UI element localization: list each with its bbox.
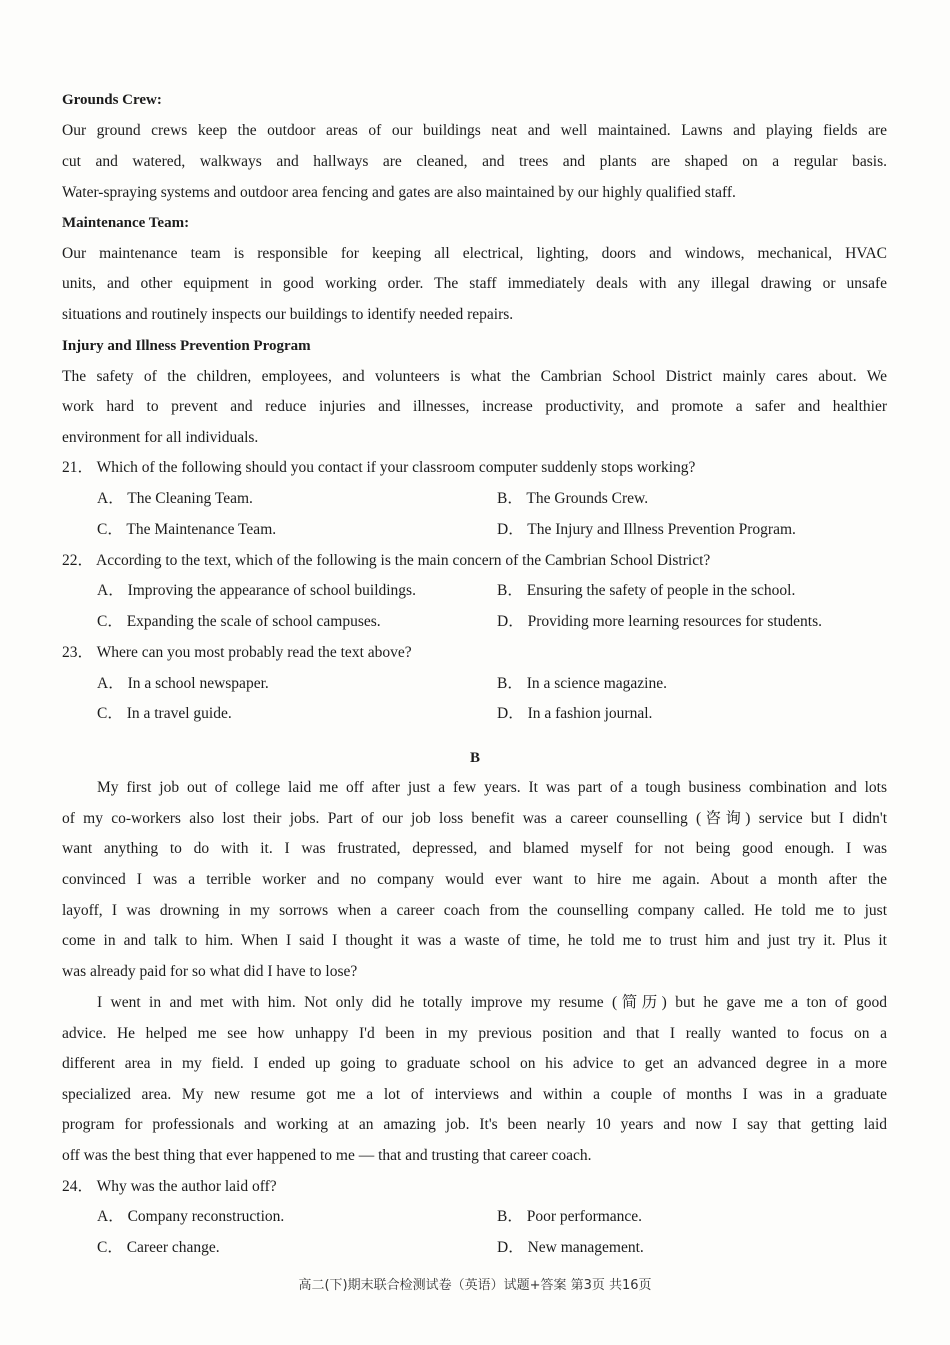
question-24-option-b: B． Poor performance. (497, 1208, 643, 1225)
question-23-option-b: B． In a science magazine. (497, 675, 667, 692)
maintenance-team-text-line: situations and routinely inspects our buildings to identify needed repairs. (62, 306, 514, 323)
question-21-stem: 21． Which of the following should you contact if your classroom computer suddenly stops working? (62, 459, 696, 476)
injury-program-heading: Injury and Illness Prevention Program (62, 338, 311, 354)
passage-b-line: want anything to do with it. I was frustrated, depressed, and blamed myself for not being good enough. I was (62, 840, 887, 857)
maintenance-team-text-line: Our maintenance team is responsible for keeping all electrical, lighting, doors and windows, mechanical, HVAC (62, 245, 887, 262)
question-22-stem: 22． According to the text, which of the following is the main concern of the Cambrian School District? (62, 552, 711, 569)
question-23-option-a: A． In a school newspaper. (97, 675, 269, 692)
question-23-stem: 23． Where can you most probably read the text above? (62, 644, 412, 661)
passage-b-line: of my co-workers also lost their jobs. Part of our job loss benefit was a career counselling (咨询) service but I didn't (62, 810, 887, 827)
injury-program-text-line: environment for all individuals. (62, 429, 259, 446)
question-22-option-d: D． Providing more learning resources for students. (497, 613, 823, 630)
passage-b-line: different area in my field. I ended up going to graduate school on his advice to get an advanced degree in a more (62, 1055, 887, 1072)
maintenance-team-heading: Maintenance Team: (62, 215, 190, 231)
passage-b-line: I went in and met with him. Not only did he totally improve my resume (简历) but he gave me a ton of good (97, 994, 887, 1011)
injury-program-text-line: The safety of the children, employees, and volunteers is what the Cambrian School District mainly cares about. We (62, 368, 887, 385)
passage-b-line: come in and talk to him. When I said I thought it was a waste of time, he told me to trust him and just try it. Plus it (62, 932, 887, 949)
passage-b-line: advice. He helped me see how unhappy I'd been in my previous position and that I really wanted to focus on a (62, 1025, 887, 1042)
question-23-option-d: D． In a fashion journal. (497, 705, 653, 722)
passage-b-line: specialized area. My new resume got me a lot of interviews and within a couple of months I was in a graduate (62, 1086, 887, 1103)
question-21-option-b: B． The Grounds Crew. (497, 490, 649, 507)
passage-b-line: My first job out of college laid me off after just a few years. It was part of a tough business combination and lots (97, 779, 887, 796)
passage-b-line: layoff, I was drowning in my sorrows when a career coach from the counselling company called. He told me to just (62, 902, 887, 919)
question-22-option-a: A． Improving the appearance of school buildings. (97, 582, 416, 599)
question-21-option-d: D． The Injury and Illness Prevention Program. (497, 521, 796, 538)
grounds-crew-text-line: cut and watered, walkways and hallways are cleaned, and trees and plants are shaped on a regular basis. (62, 153, 887, 170)
section-b-heading: B (469, 750, 480, 766)
passage-b-line: off was the best thing that ever happened to me — that and trusting that career coach. (62, 1147, 592, 1164)
maintenance-team-text-line: units, and other equipment in good working order. The staff immediately deals with any illegal drawing or unsafe (62, 275, 887, 292)
grounds-crew-text-line: Water-spraying systems and outdoor area fencing and gates are also maintained by our highly qualified staff. (62, 184, 736, 201)
question-22-option-c: C． Expanding the scale of school campuses. (97, 613, 381, 630)
question-21-option-a: A． The Cleaning Team. (97, 490, 253, 507)
injury-program-text-line: work hard to prevent and reduce injuries and illnesses, increase productivity, and promote a safer and healthier (62, 398, 887, 415)
grounds-crew-heading: Grounds Crew: (62, 92, 162, 108)
question-24-option-a: A． Company reconstruction. (97, 1208, 285, 1225)
passage-b-line: was already paid for so what did I have to lose? (62, 963, 358, 980)
question-22-option-b: B． Ensuring the safety of people in the school. (497, 582, 796, 599)
question-24-option-c: C． Career change. (97, 1239, 220, 1256)
question-21-option-c: C． The Maintenance Team. (97, 521, 277, 538)
page-footer: 高二(下)期末联合检测试卷（英语）试题+答案 第3页 共16页 (298, 1278, 652, 1293)
question-23-option-c: C． In a travel guide. (97, 705, 232, 722)
question-24-option-d: D． New management. (497, 1239, 644, 1256)
grounds-crew-text-line: Our ground crews keep the outdoor areas of our buildings neat and well maintained. Lawns and playing fields are (62, 122, 887, 139)
passage-b-line: program for professionals and working at an amazing job. It's been nearly 10 years and now I say that getting laid (62, 1116, 887, 1133)
passage-b-line: convinced I was a terrible worker and no company would ever want to hire me again. About a month after the (62, 871, 887, 888)
question-24-stem: 24． Why was the author laid off? (62, 1178, 277, 1195)
